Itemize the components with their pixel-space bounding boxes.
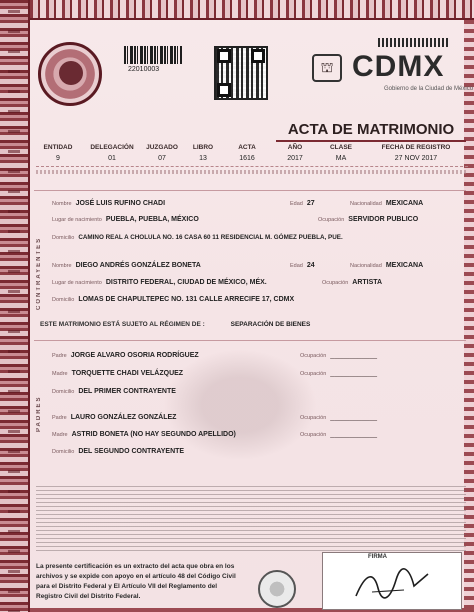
padres1-madre: TORQUETTE CHADI VELÁZQUEZ: [71, 370, 184, 377]
registry-label-ano: AÑO: [287, 144, 303, 151]
madre-label: Madre: [52, 432, 68, 438]
contrayentes-side-label: CONTRAYENTES: [36, 236, 42, 310]
padres2-domicilio-row: [52, 448, 184, 455]
padres2-madre-row: [52, 431, 236, 438]
contrayente1-nacionalidad: MEXICANA: [385, 200, 424, 207]
contrayente1-ocupacion-row: [318, 216, 418, 223]
registry-label-libro: LIBRO: [192, 144, 214, 151]
domicilio-label: Domicilio: [52, 235, 75, 241]
divider: [36, 166, 468, 167]
nombre-label: Nombre: [52, 201, 72, 207]
cdmx-emblem-icon: ⛫: [312, 54, 342, 82]
cdmx-subtitle: Gobierno de la Ciudad de México: [384, 86, 474, 92]
registry-value-delegacion: 01: [108, 155, 116, 162]
registry-label-fecha: FECHA DE REGISTRO: [381, 144, 451, 151]
contrayente1-lugar-row: [52, 216, 199, 223]
firma-label: FIRMA: [368, 554, 387, 560]
nombre-label: Nombre: [52, 263, 72, 269]
nacionalidad-label: Nacionalidad: [350, 201, 382, 207]
blank-line: ____________: [330, 414, 378, 421]
contrayente2-lugar-row: [52, 279, 267, 286]
padres1-domicilio: DEL PRIMER CONTRAYENTE: [78, 388, 176, 395]
contrayente2-edad: 24: [306, 262, 315, 269]
decorative-border-top: [30, 0, 474, 20]
contrayente1-nombre-row: [52, 200, 165, 207]
padres2-padre-row: [52, 414, 176, 421]
padres1-padre-row: [52, 352, 199, 359]
contrayente2-ocupacion-row: [322, 279, 382, 286]
contrayente1-domicilio-row: [52, 234, 343, 241]
qr-corner: [251, 49, 265, 63]
barcode-icon: [124, 46, 182, 64]
lugar-label: Lugar de nacimiento: [52, 217, 102, 223]
registry-value-clase: MA: [335, 155, 347, 162]
padres2-madre: ASTRID BONETA (NO HAY SEGUNDO APELLIDO): [71, 431, 236, 438]
registry-value-fecha: 27 NOV 2017: [394, 155, 438, 162]
barcode-number: 22010003: [128, 66, 160, 73]
ocupacion-label: Ocupación: [300, 415, 327, 421]
padres1-padre: JORGE ALVARO OSORIA RODRÍGUEZ: [70, 352, 199, 359]
padres2-ocupacion-madre-row: [300, 431, 377, 438]
edad-label: Edad: [290, 201, 303, 207]
padres1-domicilio-row: [52, 388, 176, 395]
certification-text: La presente certificación es un extracto del acta que obra en los archivos y se expide con apoyo en el artículo 48 del Código Civil para el Distrito Federal y El Artículo VII del Reglamento del Registro Civil del Distrito Federal.: [36, 563, 236, 600]
ocupacion-label: Ocupación: [300, 371, 327, 377]
regimen-value: SEPARACIÓN DE BIENES: [230, 321, 311, 328]
contrayente1-ocupacion: SERVIDOR PUBLICO: [348, 216, 419, 223]
registry-label-juzgado: JUZGADO: [146, 144, 178, 151]
registry-label-clase: CLASE: [329, 144, 353, 151]
registry-value-juzgado: 07: [158, 155, 166, 162]
decorative-border-left: [0, 0, 30, 612]
domicilio-label: Domicilio: [52, 389, 75, 395]
contrayente2-nacionalidad-row: [350, 262, 423, 269]
registry-value-entidad: 9: [56, 155, 60, 162]
blank-line: ____________: [330, 370, 378, 377]
ocupacion-label: Ocupación: [318, 217, 345, 223]
madre-label: Madre: [52, 371, 68, 377]
padres1-ocupacion-madre-row: [300, 370, 377, 377]
document-title: ACTA DE MATRIMONIO: [276, 118, 466, 142]
padres2-ocupacion-padre-row: [300, 414, 377, 421]
cdmx-logo-text: CDMX: [352, 50, 445, 83]
registry-value-ano: 2017: [287, 155, 303, 162]
blank-line: ____________: [330, 431, 378, 438]
ocupacion-label: Ocupación: [300, 432, 327, 438]
edad-label: Edad: [290, 263, 303, 269]
contrayente2-ocupacion: ARTISTA: [352, 279, 383, 286]
domicilio-label: Domicilio: [52, 449, 75, 455]
contrayente2-lugar: DISTRITO FEDERAL, CIUDAD DE MÉXICO, MÉX.: [105, 279, 267, 286]
padres1-madre-row: [52, 370, 183, 377]
registry-seal-icon: [258, 570, 296, 608]
regimen-label: ESTE MATRIMONIO ESTÁ SUJETO AL RÉGIMEN DE :: [40, 321, 205, 328]
national-seal-icon: [38, 42, 102, 106]
qr-corner: [217, 83, 231, 97]
blank-line: ____________: [330, 352, 378, 359]
padre-label: Padre: [52, 353, 67, 359]
registry-value-libro: 13: [199, 155, 207, 162]
nacionalidad-label: Nacionalidad: [350, 263, 382, 269]
registry-label-entidad: ENTIDAD: [43, 144, 73, 151]
domicilio-label: Domicilio: [52, 297, 75, 303]
padres2-padre: LAURO GONZÁLEZ GONZÁLEZ: [70, 414, 177, 421]
regimen-row: [40, 321, 460, 335]
qr-code-icon: [214, 46, 268, 100]
registry-value-acta: 1616: [239, 155, 255, 162]
padres1-ocupacion-padre-row: [300, 352, 377, 359]
contrayente1-lugar: PUEBLA, PUEBLA, MÉXICO: [105, 216, 199, 223]
padres-side-label: PADRES: [36, 395, 42, 432]
contrayente2-nombre: DIEGO ANDRÉS GONZÁLEZ BONETA: [75, 262, 201, 269]
padre-label: Padre: [52, 415, 67, 421]
lugar-label: Lugar de nacimiento: [52, 280, 102, 286]
padres2-domicilio: DEL SEGUNDO CONTRAYENTE: [78, 448, 185, 455]
contrayente1-nacionalidad-row: [350, 200, 423, 207]
microtext-line: [36, 170, 468, 174]
qr-corner: [217, 49, 231, 63]
fine-print-block: [36, 486, 466, 554]
contrayente2-nombre-row: [52, 262, 201, 269]
contrayente1-domicilio: CAMINO REAL A CHOLULA NO. 16 CASA 60 11 RESIDENCIAL M. GÓMEZ PUEBLA, PUE.: [78, 234, 343, 241]
registry-label-delegacion: DELEGACIÓN: [90, 144, 134, 151]
contrayente1-edad-row: [290, 200, 315, 207]
contrayente1-edad: 27: [306, 200, 315, 207]
ocupacion-label: Ocupación: [322, 280, 349, 286]
contrayente2-edad-row: [290, 262, 315, 269]
contrayente2-domicilio-row: [52, 296, 294, 303]
contrayente1-nombre: JOSÉ LUIS RUFINO CHADI: [75, 200, 166, 207]
ocupacion-label: Ocupación: [300, 353, 327, 359]
registry-label-acta: ACTA: [238, 144, 256, 151]
signature-icon: [352, 566, 432, 602]
contrayente2-domicilio: LOMAS DE CHAPULTEPEC NO. 131 CALLE ARRECIFE 17, CDMX: [78, 296, 295, 303]
serial-code: [378, 38, 448, 47]
contrayente2-nacionalidad: MEXICANA: [385, 262, 424, 269]
